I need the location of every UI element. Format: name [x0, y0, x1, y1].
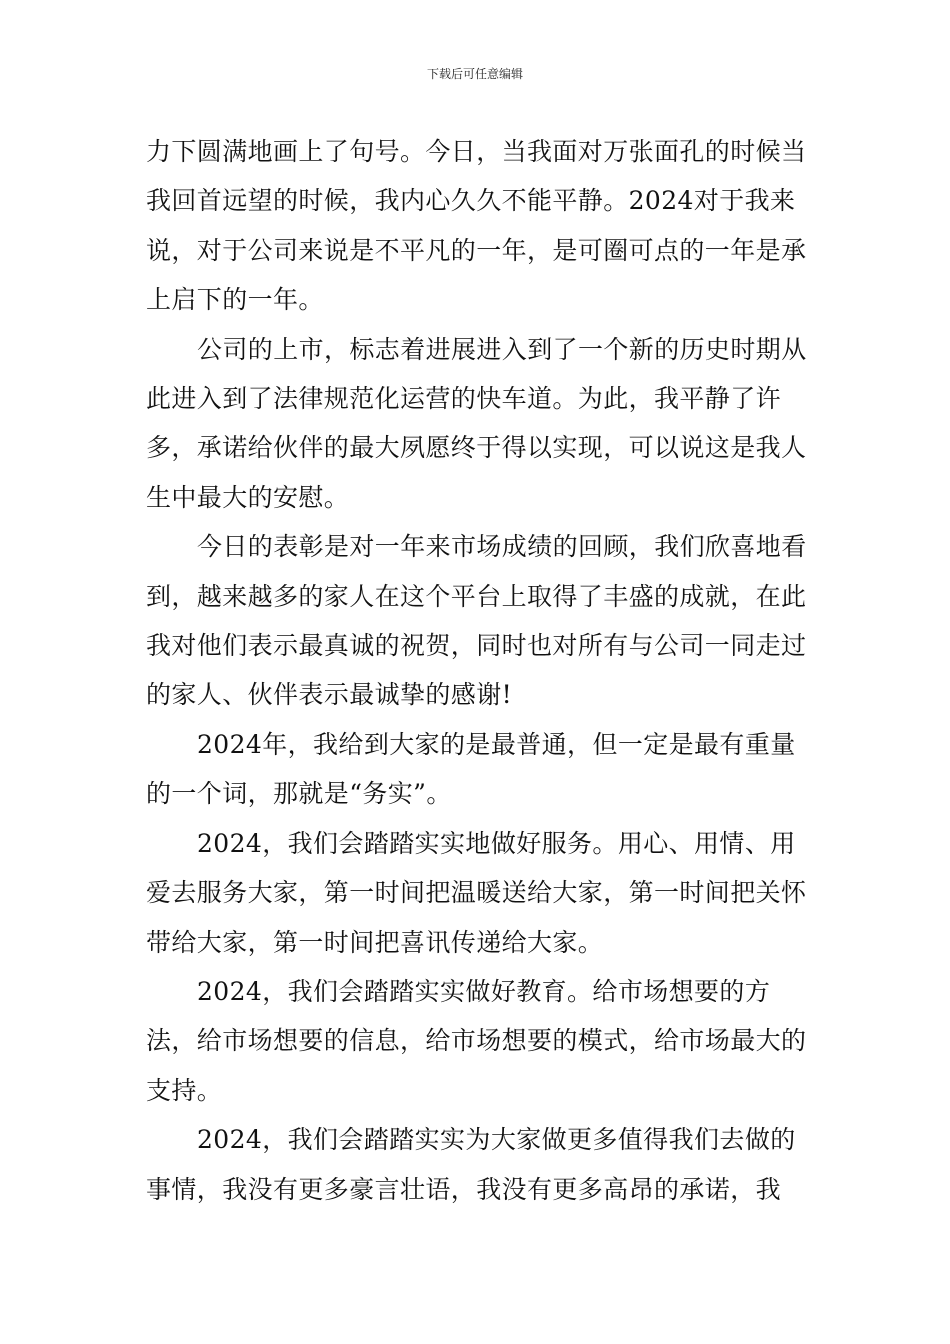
paragraph-3: 今日的表彰是对一年来市场成绩的回顾，我们欣喜地看到，越来越多的家人在这个平台上取得了丰盛的成就，在此我对他们表示最真诚的祝贺，同时也对所有与公司一同走过的家人、伙伴表示最诚挚的感谢!	[146, 532, 807, 710]
document-body	[146, 127, 810, 1214]
paragraph-5: 2024，我们会踏踏实实地做好服务。用心、用情、用爱去服务大家，第一时间把温暖送给大家，第一时间把关怀带给大家，第一时间把喜讯传递给大家。	[146, 828, 807, 957]
paragraph-4: 2024年，我给到大家的是最普通，但一定是最有重量的一个词，那就是“务实”。	[146, 729, 796, 809]
paragraph-2: 公司的上市，标志着进展进入到了一个新的历史时期从此进入到了法律规范化运营的快车道。为此，我平静了许多，承诺给伙伴的最大夙愿终于得以实现，可以说这是我人生中最大的安慰。	[146, 334, 807, 512]
paragraph-1: 力下圆满地画上了句号。今日，当我面对万张面孔的时候当我回首远望的时候，我内心久久不能平静。2024对于我来说，对于公司来说是不平凡的一年，是可圈可点的一年是承上启下的一年。	[146, 137, 807, 315]
paragraph-6: 2024，我们会踏踏实实做好教育。给市场想要的方法，给市场想要的信息，给市场想要的模式，给市场最大的支持。	[146, 976, 807, 1105]
paragraph-7: 2024，我们会踏踏实实为大家做更多值得我们去做的事情，我没有更多豪言壮语，我没有更多高昂的承诺，我	[146, 1125, 796, 1204]
page-header: 下载后可任意编辑	[426, 67, 523, 81]
